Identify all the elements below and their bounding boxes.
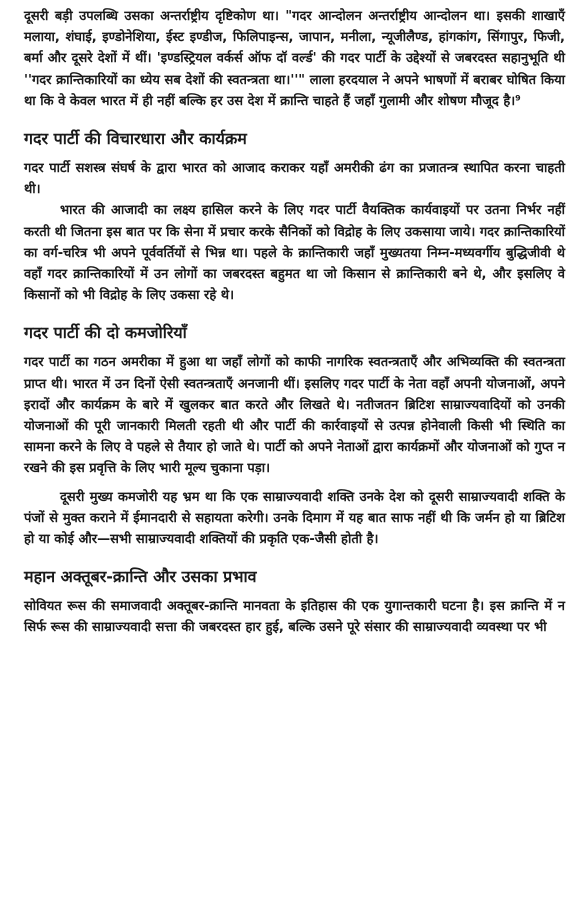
paragraph-class-character: भारत की आजादी का लक्ष्य हासिल करने के लिए गदर पार्टी वैयक्तिक कार्यवाइयों पर उतना निर्भर नहीं करती थी जितना इस बात पर कि सेना में प्रचार करके सैनिकों को विद्रोह के लिए उकसाया जाये। गदर क्रान्तिकारियों का वर्ग-चरित्र भी अपने पूर्ववर्तियों से भिन्न था। पहले के क्रान्तिकारी जहाँ मुख्यतया निम्न-मध्यवर्गीय बुद्धिजीवी थे वहाँ गदर क्रान्तिकारियों में उन लोगों का जबरदस्त बहुमत था जो किसान से क्रान्तिकारी बने थे, और इसलिए वे किसानों को भी विद्रोह के लिए उकसा रहे थे। [24, 203, 565, 304]
paragraph-gap [24, 480, 565, 487]
paragraph-international-outlook: दूसरी बड़ी उपलब्धि उसका अन्तर्राष्ट्रीय दृष्टिकोण था। "गदर आन्दोलन अन्तर्राष्ट्रीय आन्दोलन था। इसकी शाखाएँ मलाया, शंघाई, इण्डोनेशिया, ईस्ट इण्डीज, फिलिपाइन्स, जापान, मनीला, न्यूजीलैण्ड, हांगकांग, सिंगापुर, फिजी, बर्मा और दूसरे देशों में थीं। 'इण्डस्ट्रियल वर्कर्स ऑफ दॉ वर्ल्ड' की गदर पार्टी के उद्देश्यों से जबरदस्त सहानुभूति थी ''गदर क्रान्तिकारियों का ध्येय सब देशों की स्वतन्त्रता था।''" लाला हरदयाल ने अपने भाषणों में बराबर घोषित किया था कि वे केवल भारत में ही नहीं बल्कि हर उस देश में क्रान्ति चाहते हैं जहाँ गुलामी और शोषण मौजूद है।⁹ [24, 9, 565, 109]
section-ideology [24, 128, 565, 306]
section-weaknesses [24, 322, 565, 550]
heading-october-revolution: महान अक्तूबर-क्रान्ति और उसका प्रभाव [24, 567, 257, 587]
heading-ideology-and-program: गदर पार्टी की विचारधारा और कार्यक्रम [24, 129, 247, 149]
heading-two-weaknesses: गदर पार्टी की दो कमजोरियाँ [24, 323, 187, 343]
paragraph-first-weakness: गदर पार्टी का गठन अमरीका में हुआ था जहाँ लोगों को काफी नागरिक स्वतन्त्रताएँ और अभिव्यक्ति की स्वतन्त्रता प्राप्त थी। भारत में उन दिनों ऐसी स्वतन्त्रताएँ अनजानी थीं। इसलिए गदर पार्टी के नेता वहाँ अपनी योजनाओं, अपने इरादों और कार्यक्रम के बारे में खुलकर बात करते और लिखते थे। नतीजतन ब्रिटिश साम्राज्यवादियों को उनकी योजनाओं की पूरी जानकारी मिलती रहती थी और पार्टी की कार्रवाइयों से उत्पन्न होनेवाली किसी भी स्थिति का सामना करने के लिए वे पहले से तैयार हो जाते थे। पार्टी को अपने नेताओं द्वारा कार्यक्रमों और योजनाओं को गुप्त न रखने की इस प्रवृत्ति के लिए भारी मूल्य चुकाना पड़ा। [24, 355, 565, 477]
section-intro [24, 6, 565, 112]
paragraph-second-weakness: दूसरी मुख्य कमजोरी यह भ्रम था कि एक साम्राज्यवादी शक्ति उनके देश को दूसरी साम्राज्यवादी शक्ति के पंजों से मुक्त कराने में ईमानदारी से सहायता करेगी। उनके दिमाग में यह बात साफ नहीं थी कि जर्मन हो या ब्रिटिश हो या कोई और—सभी साम्राज्यवादी शक्तियों की प्रकृति एक-जैसी होती है। [24, 489, 565, 548]
section-october-revolution [24, 566, 565, 638]
paragraph-armed-struggle: गदर पार्टी सशस्त्र संघर्ष के द्वारा भारत को आजाद कराकर यहाँ अमरीकी ढंग का प्रजातन्त्र स्थापित करना चाहती थी। [24, 161, 565, 198]
paragraph-october-revolution: सोवियत रूस की समाजवादी अक्तूबर-क्रान्ति मानवता के इतिहास की एक युगान्तकारी घटना है। इस क्रान्ति में न सिर्फ रूस की साम्राज्यवादी सत्ता की जबरदस्त हार हुई, बल्कि उसने पूरे संसार की साम्राज्यवादी व्यवस्था पर भी [24, 599, 565, 636]
